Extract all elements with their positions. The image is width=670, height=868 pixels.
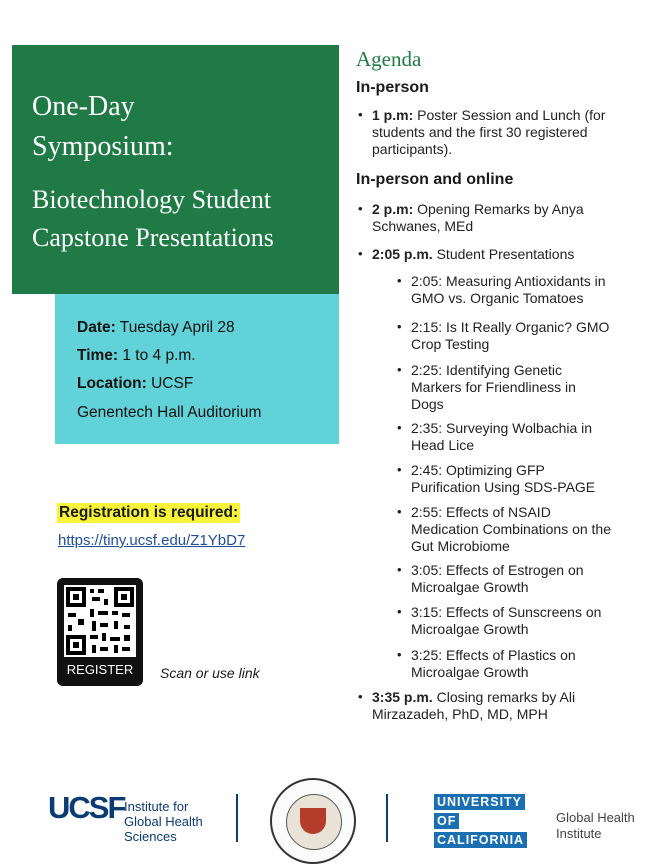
presentation-line: 3:15: Effects of Sunscreens on	[411, 604, 602, 620]
item-text: Poster Session and Lunch (for	[417, 107, 606, 123]
ghi-line: Global Health	[556, 810, 635, 825]
item-time: 3:35 p.m.	[372, 689, 433, 705]
university-of-california-logo	[434, 793, 529, 850]
divider	[386, 794, 388, 842]
footer-logos	[0, 770, 670, 868]
bullet: •	[397, 604, 402, 619]
bullet: •	[397, 504, 402, 519]
qr-icon	[64, 585, 136, 657]
presentation-line: GMO vs. Organic Tomatoes	[411, 290, 584, 306]
bullet: •	[397, 273, 402, 288]
ucsf-sub-line: Sciences	[124, 829, 177, 844]
bullet: •	[397, 462, 402, 477]
title-line-4: Capstone Presentations	[32, 223, 274, 252]
presentation-line: 3:25: Effects of Plastics on	[411, 647, 576, 663]
seal-shield-icon	[300, 808, 326, 834]
item-text: participants).	[372, 141, 453, 157]
bullet: •	[397, 362, 402, 377]
registration-label: Registration is required:	[59, 504, 239, 521]
date-value: Tuesday April 28	[119, 319, 235, 336]
bullet: •	[397, 647, 402, 662]
ucsf-institute-name	[124, 799, 203, 844]
bullet: •	[397, 562, 402, 577]
agenda-heading: Agenda	[356, 47, 422, 71]
bullet: •	[358, 201, 363, 216]
presentation-line: Dogs	[411, 396, 444, 412]
presentation-line: Crop Testing	[411, 336, 490, 352]
presentation-item	[411, 504, 651, 555]
presentation-line: 2:05: Measuring Antioxidants in	[411, 273, 606, 289]
presentation-line: Purification Using SDS-PAGE	[411, 479, 596, 495]
ucsf-logo: UCSF	[48, 790, 125, 825]
title-line-1: One-Day	[32, 91, 135, 122]
location-value-1: UCSF	[151, 375, 194, 392]
presentation-line: 2:45: Optimizing GFP	[411, 462, 545, 478]
bullet: •	[358, 246, 363, 261]
item-text: Closing remarks by Ali	[436, 689, 576, 705]
scan-instruction: Scan or use link	[160, 665, 260, 681]
item-text: Mirzazadeh, PhD, MD, MPH	[372, 706, 548, 722]
time-line	[77, 347, 196, 365]
item-text: Student Presentations	[436, 246, 575, 262]
bullet: •	[358, 107, 363, 122]
presentation-line: Medication Combinations on the	[411, 521, 612, 537]
registration-link[interactable]: https://tiny.ucsf.edu/Z1YbD7	[58, 532, 246, 549]
presentation-line: Microalgae Growth	[411, 579, 529, 595]
item-time: 1 p.m:	[372, 107, 414, 123]
galileo-academy-seal	[270, 778, 356, 864]
event-details-panel	[55, 294, 339, 444]
presentation-item	[411, 604, 651, 638]
title-line-2: Symposium:	[32, 131, 174, 162]
presentation-item	[411, 319, 651, 353]
agenda-item-1pm	[372, 107, 662, 158]
uc-line: OF	[434, 813, 459, 829]
presentation-item	[411, 273, 651, 307]
presentation-line: 2:15: Is It Really Organic? GMO	[411, 319, 610, 335]
presentation-line: 3:05: Effects of Estrogen on	[411, 562, 584, 578]
presentation-line: Microalgae Growth	[411, 664, 529, 680]
presentation-line: 2:25: Identifying Genetic	[411, 362, 562, 378]
presentation-item	[411, 420, 651, 454]
global-health-institute-name	[556, 810, 635, 842]
presentation-line: Gut Microbiome	[411, 538, 510, 554]
item-text: Opening Remarks by Anya	[417, 201, 584, 217]
presentation-item	[411, 362, 651, 413]
title-line-3: Biotechnology Student	[32, 185, 272, 214]
location-line-2: Genentech Hall Auditorium	[77, 404, 262, 421]
location-label: Location:	[77, 375, 147, 392]
qr-register-label: REGISTER	[66, 662, 134, 677]
qr-pattern	[64, 585, 136, 657]
section-in-person: In-person	[356, 79, 429, 96]
agenda-item-205pm	[372, 246, 662, 263]
qr-code[interactable]	[57, 578, 143, 686]
presentation-item	[411, 647, 651, 681]
bullet: •	[397, 420, 402, 435]
presentation-line: Head Lice	[411, 437, 475, 453]
section-in-person-online: In-person and online	[356, 171, 514, 188]
item-time: 2:05 p.m.	[372, 246, 433, 262]
item-text: Schwanes, MEd	[372, 218, 474, 234]
presentation-line: Microalgae Growth	[411, 621, 529, 637]
ucsf-sub-line: Global Health	[124, 814, 203, 829]
agenda-item-335pm	[372, 689, 662, 723]
divider	[236, 794, 238, 842]
time-label: Time:	[77, 347, 119, 364]
presentation-item	[411, 562, 651, 596]
agenda-item-2pm	[372, 201, 662, 235]
date-label: Date:	[77, 319, 116, 336]
ucsf-sub-line: Institute for	[124, 799, 189, 814]
bullet: •	[397, 319, 402, 334]
ghi-line: Institute	[556, 826, 602, 841]
bullet: •	[358, 689, 363, 704]
time-value: 1 to 4 p.m.	[122, 347, 196, 364]
title-panel	[12, 45, 339, 294]
date-line	[77, 319, 235, 337]
presentation-line: Markers for Friendliness in	[411, 379, 576, 395]
item-text: students and the first 30 registered	[372, 124, 588, 140]
presentation-item	[411, 462, 651, 496]
location-line	[77, 375, 193, 393]
presentation-line: 2:55: Effects of NSAID	[411, 504, 551, 520]
item-time: 2 p.m:	[372, 201, 414, 217]
uc-line: CALIFORNIA	[434, 832, 527, 848]
presentation-line: 2:35: Surveying Wolbachia in	[411, 420, 593, 436]
uc-line: UNIVERSITY	[434, 794, 525, 810]
